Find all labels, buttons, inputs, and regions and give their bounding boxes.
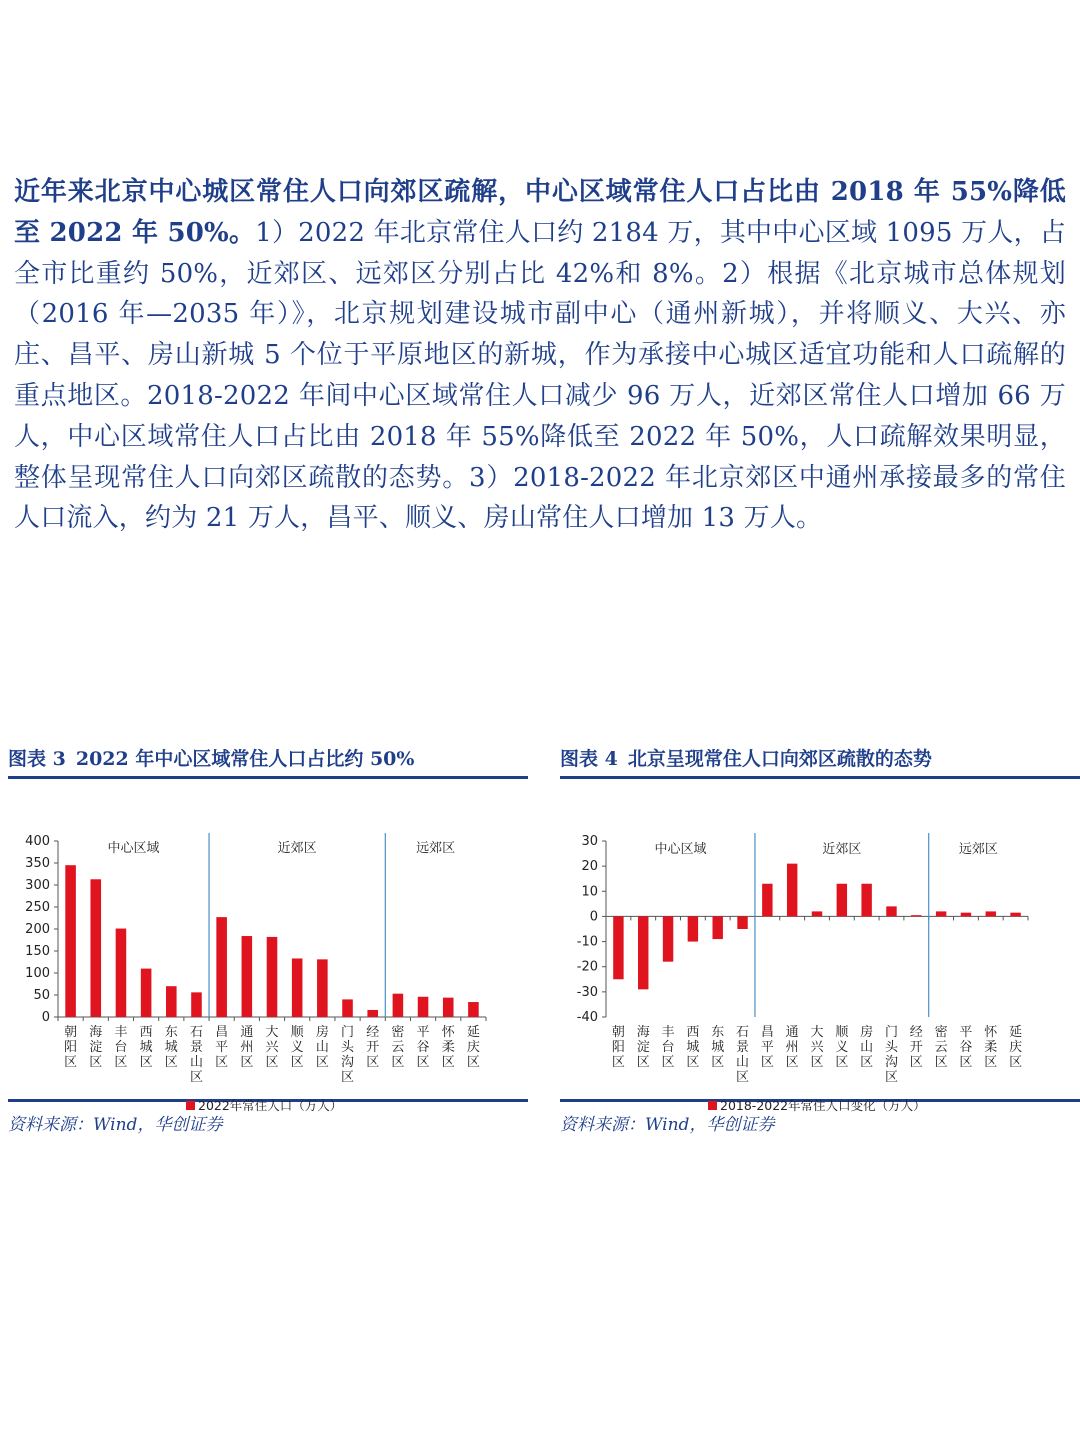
y-tick-label: 20 [581,859,598,875]
bar [762,884,772,917]
bar [613,916,623,979]
x-tick-label: 海淀区 [89,1025,103,1070]
x-tick-label: 延庆区 [1009,1025,1023,1070]
bar [688,916,698,941]
bar [468,1002,479,1017]
population-bar-chart [8,779,528,1113]
figure-4-caption: 北京呈现常住人口向郊区疏散的态势 [627,748,932,770]
y-tick-label: 350 [25,856,50,871]
bar [216,917,227,1017]
x-tick-label: 密云区 [934,1025,948,1070]
x-tick-label: 大兴区 [265,1025,279,1070]
x-tick-label: 延庆区 [466,1025,480,1070]
legend-swatch [186,1101,195,1110]
x-tick-label: 平谷区 [959,1025,973,1070]
bar [393,994,404,1017]
y-tick-label: -40 [576,1010,598,1025]
y-tick-label: 0 [41,1010,50,1025]
figure-3-caption: 2022 年中心区域常住人口占比约 50% [75,748,415,770]
bar [936,911,946,916]
legend-label: 2018-2022年常住人口变化（万人） [720,1098,926,1113]
bar [663,916,673,961]
x-tick-label: 怀柔区 [984,1025,998,1070]
x-tick-label: 平谷区 [416,1025,430,1070]
y-tick-label: -20 [576,959,598,975]
group-label: 近郊区 [822,842,862,857]
x-tick-label: 石景山区 [736,1025,750,1085]
x-tick-label: 顺义区 [290,1025,304,1070]
y-tick-label: 200 [25,922,50,937]
figure-3 [8,742,528,1135]
bar [65,865,76,1017]
population-change-bar-chart [560,779,1080,1113]
group-label: 中心区域 [654,842,707,857]
bar [837,884,847,917]
y-tick-label: 100 [25,966,50,981]
group-label: 远郊区 [958,842,998,857]
x-tick-label: 大兴区 [810,1025,824,1070]
y-tick-label: -30 [576,984,598,1000]
x-tick-label: 东城区 [711,1025,725,1070]
bar [418,997,429,1017]
y-tick-label: 0 [589,909,598,925]
x-tick-label: 石景山区 [189,1025,203,1085]
x-tick-label: 门头沟区 [341,1025,355,1085]
bar [317,959,328,1017]
x-tick-label: 门头沟区 [884,1025,898,1085]
figure-4-source: 资料来源：Wind，华创证券 [560,1115,775,1135]
group-label: 远郊区 [416,841,456,856]
y-tick-label: 50 [33,988,50,1003]
chart-1-container [8,779,528,1113]
bar [861,884,871,917]
x-tick-label: 西城区 [686,1025,700,1070]
figure-3-number: 图表 3 [8,748,66,770]
bar [90,879,101,1017]
x-tick-label: 通州区 [785,1025,799,1070]
bar [986,911,996,916]
figure-4-number: 图表 4 [560,748,618,770]
bar [812,911,822,916]
figure-3-title [8,742,528,779]
bar [638,916,648,989]
bar [961,913,971,917]
group-label: 中心区域 [107,841,160,856]
bar [1010,913,1020,917]
x-tick-label: 房山区 [315,1025,329,1070]
figure-4-title [560,742,1080,779]
legend [708,1098,926,1113]
y-tick-label: 300 [25,878,50,893]
body-paragraph [14,172,1066,539]
bar [443,998,454,1017]
x-tick-label: 怀柔区 [441,1025,455,1070]
bar [712,916,722,939]
bar [116,929,127,1017]
x-tick-label: 东城区 [164,1025,178,1070]
bar [737,916,747,929]
chart-2-container [560,779,1080,1113]
x-tick-label: 密云区 [391,1025,405,1070]
y-tick-label: 400 [25,834,50,849]
y-tick-label: -10 [576,934,598,950]
x-tick-label: 经开区 [366,1025,380,1070]
x-tick-label: 通州区 [240,1025,254,1070]
x-tick-label: 昌平区 [760,1025,774,1070]
x-tick-label: 丰台区 [661,1025,675,1070]
bar [342,999,353,1017]
bar [166,986,177,1017]
bar [787,864,797,917]
bar [292,958,303,1017]
x-tick-label: 昌平区 [215,1025,229,1070]
x-tick-label: 朝阳区 [611,1025,625,1070]
figure-4 [560,742,1080,1135]
bar [141,969,152,1017]
y-tick-label: 150 [25,944,50,959]
legend [186,1098,342,1113]
x-tick-label: 房山区 [860,1025,874,1070]
x-tick-label: 海淀区 [636,1025,650,1070]
x-tick-label: 西城区 [139,1025,153,1070]
legend-swatch [708,1101,717,1110]
paragraph-lead: 近年来北京中心城区常住人口向郊区疏解，中心区域常住人口占比由 2018 年 55%降低至 2022 年 50%。 [14,177,1066,248]
y-tick-label: 250 [25,900,50,915]
y-tick-label: 10 [581,884,598,900]
figure-3-source: 资料来源：Wind，华创证券 [8,1115,223,1135]
y-tick-label: 30 [581,834,598,849]
bar [242,936,253,1017]
x-tick-label: 顺义区 [835,1025,849,1070]
x-tick-label: 丰台区 [114,1025,128,1070]
bar [267,937,278,1017]
x-tick-label: 经开区 [909,1025,923,1070]
legend-label: 2022年常住人口（万人） [198,1098,343,1113]
paragraph-body: 1）2022 年北京常住人口约 2184 万，其中中心区域 1095 万人，占全市比重约 50%，近郊区、远郊区分别占比 42%和 8%。2）根据《北京城市总体规划（2016 年—2035 年）》，北京规划建设城市副中心（通州新城），并将顺义、大兴、亦庄、昌平、房山新城 5 个位于平原地区的新城，作为承接中心城区适宜功能和人口疏解的重点地区。2018-2022 年间中心区域常住人口减少 96 万人，近郊区常住人口增加 66 万人，中心区域常住人口占比由 2018 年 55%降低至 2022 年 50%，人口疏解效果明显，整体呈现常住人口向郊区疏散的态势。3）2018-2022 年北京郊区中通州承接最多的常住人口流入，约为 21 万人，昌平、顺义、房山常住人口增加 13 万人。 [14,217,1066,534]
group-label: 近郊区 [277,841,317,856]
bar [911,915,921,916]
bar [191,992,202,1017]
bar [886,906,896,916]
bar [367,1010,378,1017]
x-tick-label: 朝阳区 [64,1025,78,1070]
